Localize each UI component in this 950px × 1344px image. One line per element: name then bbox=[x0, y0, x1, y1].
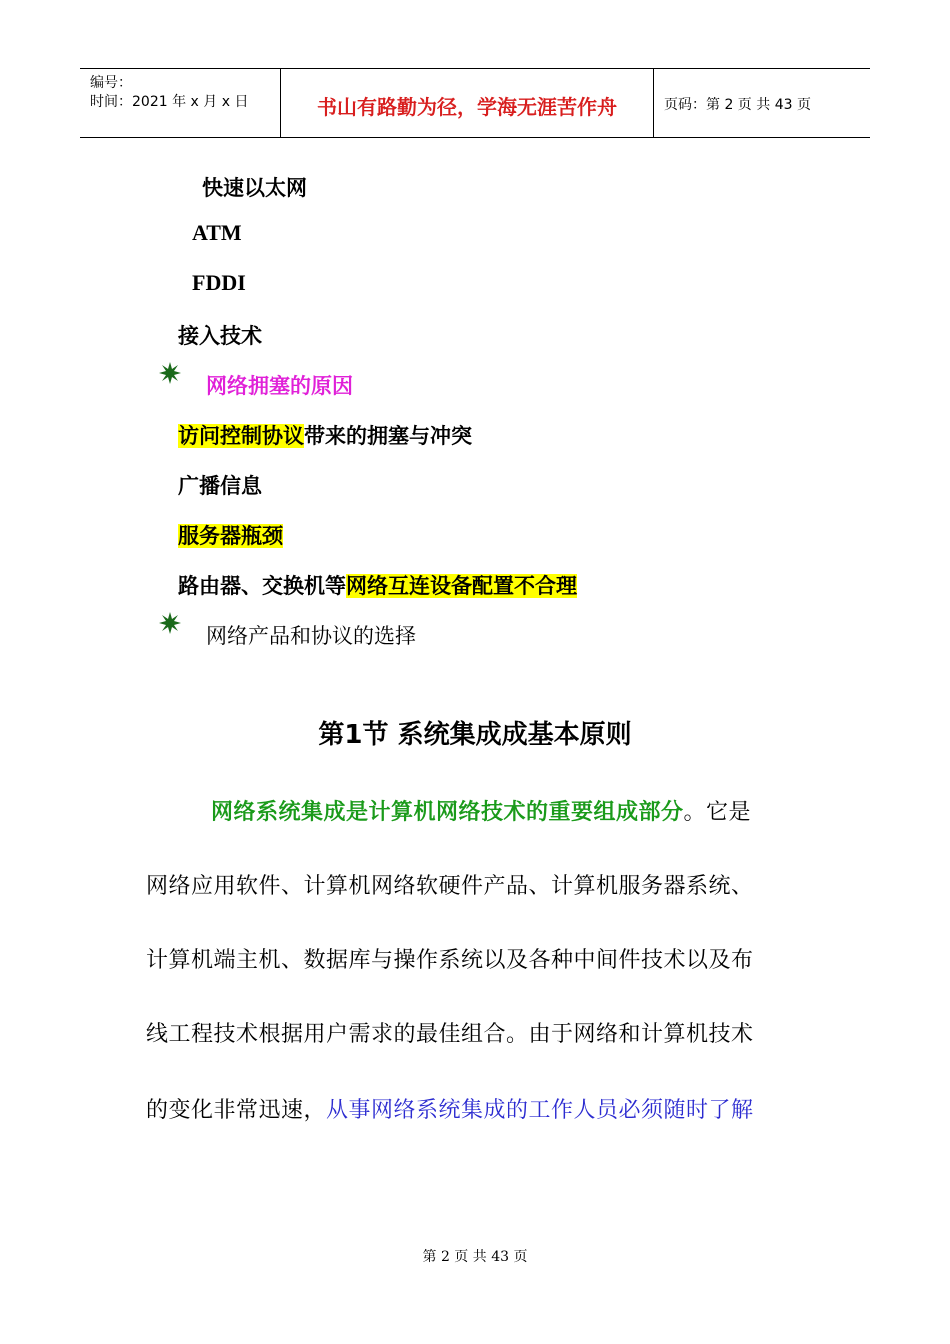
paragraph-line-5 bbox=[146, 1093, 754, 1124]
bullet-selection: 网络产品和协议的选择 bbox=[206, 624, 416, 648]
date-label: 时间：2021 年 x 月 x 日 bbox=[90, 94, 249, 110]
page-header bbox=[80, 68, 870, 138]
paragraph-green-text: 网络系统集成是计算机网络技术的重要组成部分 bbox=[211, 800, 684, 825]
cause-device-highlight: 网络互连设备配置不合理 bbox=[346, 574, 577, 598]
green-star-icon bbox=[159, 612, 181, 634]
paragraph-line-2: 网络应用软件、计算机网络软硬件产品、计算机服务器系统、 bbox=[146, 874, 754, 899]
cause-server-highlight: 服务器瓶颈 bbox=[178, 524, 283, 548]
list-item-access: 接入技术 bbox=[178, 324, 262, 348]
header-right-cell bbox=[654, 69, 870, 137]
cause-access-control bbox=[178, 420, 472, 450]
list-item-fddi: FDDI bbox=[192, 270, 246, 295]
bullet-congestion: 网络拥塞的原因 bbox=[206, 374, 353, 398]
page-footer: 第 2 页 共 43 页 bbox=[422, 1249, 528, 1265]
paragraph-line-4: 线工程技术根据用户需求的最佳组合。由于网络和计算机技术 bbox=[146, 1022, 754, 1047]
green-star-icon bbox=[159, 362, 181, 384]
header-left-cell bbox=[80, 69, 281, 137]
number-label: 编号： bbox=[90, 75, 132, 91]
paragraph-line-3: 计算机端主机、数据库与操作系统以及各种中间件技术以及布 bbox=[146, 948, 754, 973]
paragraph-line-1 bbox=[211, 795, 751, 826]
list-item-fast-ethernet: 快速以太网 bbox=[202, 176, 307, 200]
page-info: 页码：第 2 页 共 43 页 bbox=[664, 97, 811, 113]
cause-access-control-highlight: 访问控制协议 bbox=[178, 424, 304, 448]
header-middle-cell bbox=[281, 69, 654, 137]
paragraph-line-5-prefix: 的变化非常迅速， bbox=[146, 1098, 327, 1123]
cause-device-prefix: 路由器、交换机等 bbox=[178, 574, 346, 598]
cause-access-control-rest: 带来的拥塞与冲突 bbox=[304, 424, 472, 448]
list-item-atm: ATM bbox=[192, 220, 242, 245]
cause-device-config bbox=[178, 570, 577, 600]
header-motto: 书山有路勤为径，学海无涯苦作舟 bbox=[317, 95, 617, 119]
cause-server-bottleneck bbox=[178, 520, 283, 550]
section-title: 第1节 系统集成成基本原则 bbox=[318, 720, 632, 750]
paragraph-blue-text: 从事网络系统集成的工作人员必须随时了解 bbox=[326, 1098, 754, 1123]
cause-broadcast: 广播信息 bbox=[178, 474, 262, 498]
paragraph-line-1-rest: 。它是 bbox=[683, 800, 752, 825]
